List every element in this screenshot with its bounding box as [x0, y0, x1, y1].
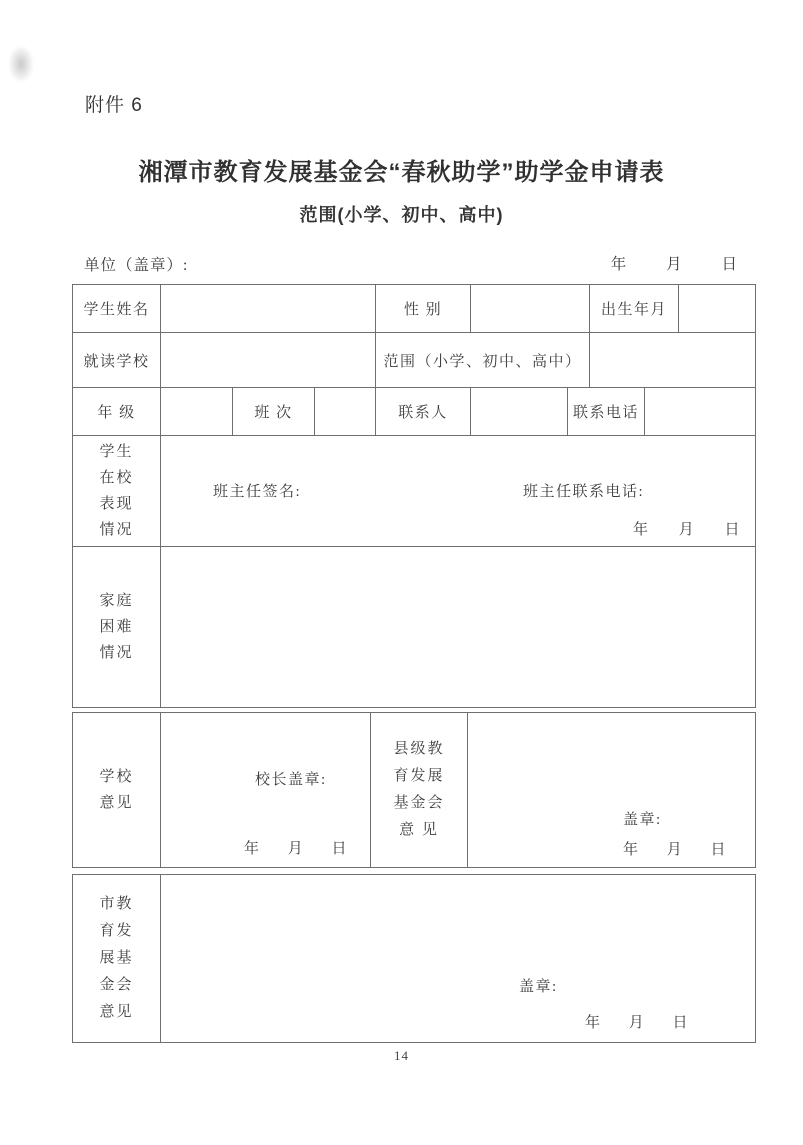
birth-date-value-cell	[679, 285, 756, 333]
student-name-label-cell: 学生姓名	[73, 285, 161, 333]
family-hardship-label: 家庭 困难 情况	[99, 593, 134, 661]
county-foundation-label-cell	[371, 713, 468, 868]
principal-seal-cell	[161, 713, 371, 868]
city-opinion-label: 市教 育发 展基 金会 意见	[99, 896, 134, 1020]
school-opinion-label: 学校 意见	[99, 769, 134, 811]
contact-phone-value-cell	[645, 388, 756, 436]
principal-seal-label: 校长盖章:	[255, 772, 327, 788]
teacher-signature-label: 班主任签名:	[213, 484, 302, 500]
school-label-cell: 就读学校	[73, 333, 161, 388]
form-subtitle: 范围(小学、初中、高中)	[299, 205, 504, 225]
class-label-cell: 班 次	[233, 388, 315, 436]
city-opinion-content-cell	[161, 875, 756, 1043]
city-date-line: 年 月 日	[584, 1015, 689, 1031]
principal-date-line: 年 月 日	[243, 841, 348, 857]
row-student-name	[73, 285, 756, 333]
grade-value-cell	[161, 388, 233, 436]
school-value-cell	[161, 333, 376, 388]
family-hardship-content-cell	[161, 547, 756, 708]
row-city-opinion	[73, 875, 756, 1043]
county-seal-label: 盖章:	[623, 812, 662, 828]
contact-phone-label-cell: 联系电话	[568, 388, 645, 436]
contact-label-cell: 联系人	[376, 388, 471, 436]
scan-smudge-artifact	[8, 45, 34, 83]
school-opinion-label-cell	[73, 713, 161, 868]
gender-label-cell: 性 别	[376, 285, 471, 333]
form-title: 湘潭市教育发展基金会“春秋助学”助学金申请表	[138, 159, 665, 186]
city-seal-label: 盖章:	[519, 979, 558, 995]
student-info-table	[72, 284, 756, 708]
city-opinion-table	[72, 874, 756, 1043]
county-foundation-label: 县级教 育发展 基金会 意 见	[393, 741, 445, 838]
class-value-cell	[315, 388, 376, 436]
attachment-label: 附件 6	[85, 95, 143, 116]
birth-date-label-cell: 出生年月	[590, 285, 679, 333]
family-hardship-label-cell	[73, 547, 161, 708]
row-grade-contact	[73, 388, 756, 436]
performance-date-line: 年 月 日	[633, 522, 742, 538]
contact-value-cell	[471, 388, 568, 436]
school-opinion-table	[72, 712, 756, 868]
unit-seal-label: 单位（盖章）:	[84, 257, 189, 274]
row-school-performance	[73, 436, 756, 547]
county-date-line: 年 月 日	[622, 842, 727, 858]
header-date-line: 年 月 日	[610, 256, 737, 273]
student-name-value-cell	[161, 285, 376, 333]
city-opinion-label-cell	[73, 875, 161, 1043]
county-seal-cell	[468, 713, 756, 868]
grade-label-cell: 年 级	[73, 388, 161, 436]
scope-value-cell	[590, 333, 756, 388]
performance-content-cell	[161, 436, 756, 547]
performance-section-label-cell	[73, 436, 161, 547]
row-school-opinion	[73, 713, 756, 868]
performance-section-label: 学生 在校 表现 情况	[99, 444, 134, 538]
row-family-hardship	[73, 547, 756, 708]
page-number: 14	[394, 1048, 409, 1063]
teacher-phone-label: 班主任联系电话:	[523, 484, 645, 500]
scope-label-cell: 范围（小学、初中、高中）	[376, 333, 590, 388]
row-school	[73, 333, 756, 388]
gender-value-cell	[471, 285, 590, 333]
